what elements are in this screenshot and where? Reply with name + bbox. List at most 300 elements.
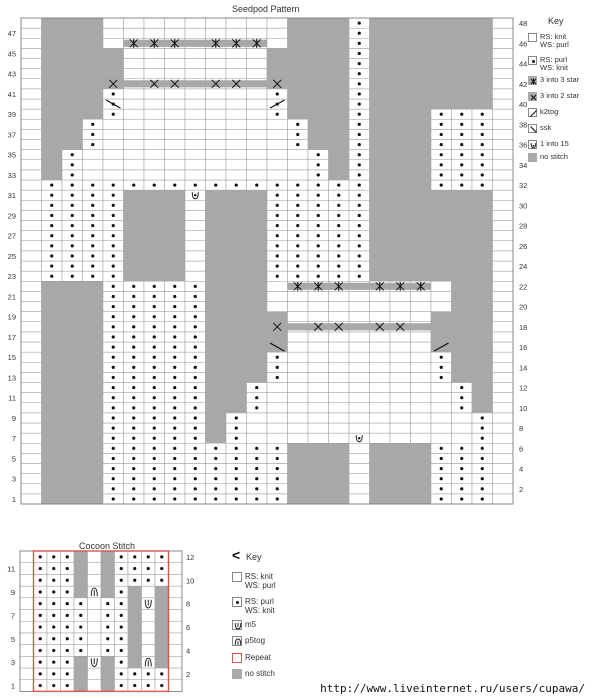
purl-dot [337,244,340,247]
purl-dot [194,467,197,470]
seedpod-cell [472,38,493,48]
purl-dot [440,477,443,480]
purl-dot [296,264,299,267]
seedpod-cell [329,302,350,312]
seedpod-cell [390,180,411,190]
seedpod-cell [452,221,473,231]
cocoon-cell [74,680,88,692]
purl-dot [194,183,197,186]
purl-dot [66,579,69,582]
purl-dot [276,477,279,480]
purl-dot [120,661,123,664]
purl-dot [460,163,463,166]
seedpod-cell [83,494,104,504]
purl-dot [112,467,115,470]
seedpod-cell [267,393,288,403]
purl-dot [160,567,163,570]
seedpod-cell [21,180,42,190]
purl-dot [255,457,258,460]
seedpod-cell [370,312,391,322]
seedpod-cell [226,352,247,362]
seedpod-cell [411,484,432,494]
seedpod-cell [226,200,247,210]
seedpod-cell [247,99,268,109]
purl-dot [71,275,74,278]
purl-dot [296,214,299,217]
seedpod-cell [144,129,165,139]
seedpod-cell [472,362,493,372]
seedpod-cell [472,342,493,352]
seedpod-cell [62,302,83,312]
purl-dot [71,153,74,156]
seedpod-cell [411,261,432,271]
seedpod-cell [349,494,370,504]
purl-dot [194,335,197,338]
purl-dot [52,649,55,652]
purl-dot [71,224,74,227]
purl-dot [112,366,115,369]
seedpod-cell [452,342,473,352]
seedpod-cell [308,352,329,362]
seedpod-cell [165,271,186,281]
one-into-fifteen-icon [528,140,537,149]
seedpod-cell [493,474,514,484]
seedpod-cell [390,271,411,281]
row-number-right: 20 [519,302,528,312]
cocoon-cell [169,668,183,680]
seedpod-cell [370,393,391,403]
seedpod-cell [431,99,452,109]
purl-dot [91,204,94,207]
seedpod-cell [165,160,186,170]
seedpod-cell [308,453,329,463]
purl-dot [120,637,123,640]
purl-dot [460,143,463,146]
seedpod-cell [472,302,493,312]
three-into-two-star-icon [528,92,537,101]
seedpod-cell [411,28,432,38]
ssk-icon [528,124,537,133]
seedpod-cell [83,69,104,79]
seedpod-cell [21,403,42,413]
purl-dot [153,447,156,450]
one-into-fifteen-dot [194,194,196,196]
watermark-url: http://www.liveinternet.ru/users/cupawa/ [320,682,585,695]
seedpod-cell [144,69,165,79]
seedpod-cell [329,89,350,99]
seedpod-cell [247,261,268,271]
purl-dot [440,163,443,166]
seedpod-cell [21,79,42,89]
seedpod-cell [288,484,309,494]
purl-dot [337,224,340,227]
seedpod-cell [21,413,42,423]
seedpod-cell [42,48,63,58]
seedpod-cell [21,200,42,210]
seedpod-cell [124,271,145,281]
seedpod-cell [42,129,63,139]
purl-dot [276,194,279,197]
seedpod-cell [247,231,268,241]
seedpod-cell [42,423,63,433]
seedpod-cell [493,464,514,474]
seedpod-cell [165,241,186,251]
row-number-left: 11 [8,393,16,403]
seedpod-cell [103,160,124,170]
seedpod-cell [165,109,186,119]
purl-dot [358,143,361,146]
seedpod-cell [124,99,145,109]
seedpod-cell [185,59,206,69]
seedpod-cell [431,281,452,291]
seedpod-cell [411,99,432,109]
seedpod-cell [21,352,42,362]
row-number-right: 44 [519,59,528,69]
purl-dot [235,183,238,186]
cocoon-cell [101,586,115,598]
seedpod-cell [349,332,370,342]
seedpod-cell [42,413,63,423]
seedpod-cell [493,423,514,433]
seedpod-cell [83,281,104,291]
purl-dot [460,447,463,450]
seedpod-cell [493,180,514,190]
purl-dot [39,672,42,675]
purl-dot [337,264,340,267]
seedpod-cell [452,38,473,48]
purl-dot [194,437,197,440]
purl-dot [440,113,443,116]
seedpod-cell [493,291,514,301]
seedpod-cell [42,170,63,180]
seedpod-cell [42,281,63,291]
purl-dot [440,457,443,460]
seedpod-cell [83,48,104,58]
seedpod-cell [452,423,473,433]
seedpod-cell [472,231,493,241]
seedpod-cell [329,413,350,423]
purl-dot [317,214,320,217]
seedpod-cell [185,261,206,271]
purl-dot [481,426,484,429]
seedpod-cell [431,210,452,220]
seedpod-cell [267,59,288,69]
seedpod-cell [103,150,124,160]
cocoon-cell [74,656,88,668]
seedpod-cell [390,403,411,413]
seedpod-cell [390,342,411,352]
purl-dot [358,173,361,176]
purl-dot [173,447,176,450]
seedpod-cell [144,190,165,200]
purl-dot [358,275,361,278]
purl-dot [112,234,115,237]
seedpod-cell [493,160,514,170]
purl-dot [276,467,279,470]
purl-dot [296,123,299,126]
seedpod-cell [411,342,432,352]
purl-dot [481,487,484,490]
purl-dot [481,183,484,186]
purl-dot [358,194,361,197]
purl-dot [276,244,279,247]
seedpod-cell [329,403,350,413]
seedpod-cell [493,362,514,372]
seedpod-cell [493,484,514,494]
seedpod-cell [431,38,452,48]
seedpod-cell [42,362,63,372]
purl-dot [39,579,42,582]
seedpod-cell [288,332,309,342]
seedpod-cell [42,89,63,99]
seedpod-cell [411,129,432,139]
seedpod-key-3into3 [528,76,579,85]
seedpod-cell [308,28,329,38]
purl-dot [132,477,135,480]
cocoon-title: Cocoon Stitch [79,541,136,551]
purl-dot [358,42,361,45]
purl-dot [153,315,156,318]
key-label: no stitch [540,152,568,161]
cocoon-cell [169,563,183,575]
seedpod-cell [308,464,329,474]
seedpod-cell [144,241,165,251]
row-number-right: 28 [519,221,528,231]
purl-dot [235,497,238,500]
seedpod-cell [83,403,104,413]
purl-dot [296,204,299,207]
purl-dot [112,416,115,419]
cocoon-cell [128,633,142,645]
cocoon-cell [128,598,142,610]
seedpod-cell [411,494,432,504]
seedpod-cell [349,464,370,474]
seedpod-cell [124,18,145,28]
purl-dot [358,32,361,35]
purl-dot [50,254,53,257]
seedpod-cell [308,484,329,494]
seedpod-cell [390,484,411,494]
seedpod-cell [144,200,165,210]
purl-dot [276,224,279,227]
purl-dot [358,254,361,257]
seedpod-cell [83,383,104,393]
purl-dot [153,437,156,440]
purl-dot [39,661,42,664]
seedpod-cell [370,464,391,474]
seedpod-cell [267,291,288,301]
seedpod-cell [288,383,309,393]
seedpod-cell [247,291,268,301]
cocoon-cell [128,656,142,668]
purl-dot [460,133,463,136]
purl-dot [317,275,320,278]
seedpod-cell [288,79,309,89]
purl-dot [440,467,443,470]
seedpod-cell [308,48,329,58]
seedpod-cell [452,433,473,443]
seedpod-cell [390,261,411,271]
seedpod-cell [226,48,247,58]
seedpod-cell [42,302,63,312]
seedpod-cell [83,484,104,494]
seedpod-cell [247,160,268,170]
purl-dot [337,254,340,257]
seedpod-cell [124,200,145,210]
cocoon-cell [142,610,156,622]
seedpod-cell [308,413,329,423]
seedpod-cell [370,291,391,301]
purl-dot [235,477,238,480]
seedpod-cell [226,89,247,99]
seedpod-cell [411,413,432,423]
seedpod-cell [452,352,473,362]
row-number-right: 18 [519,322,528,332]
purl-dot [153,426,156,429]
seedpod-cell [165,251,186,261]
seedpod-cell [226,322,247,332]
seedpod-cell [21,291,42,301]
seedpod-cell [288,372,309,382]
seedpod-cell [308,291,329,301]
purl-dot [91,264,94,267]
purl-dot [132,487,135,490]
seedpod-cell [493,372,514,382]
seedpod-cell [21,332,42,342]
purl-dot [39,590,42,593]
seedpod-cell [42,312,63,322]
seedpod-cell [206,403,227,413]
purl-dot [71,183,74,186]
seedpod-cell [83,18,104,28]
seedpod-cell [144,99,165,109]
purl-dot [460,153,463,156]
seedpod-cell [329,109,350,119]
seedpod-cell [226,190,247,200]
purl-dot [112,264,115,267]
seedpod-cell [62,423,83,433]
seedpod-cell [21,210,42,220]
row-number-right: 34 [519,160,528,170]
cocoon-cell [128,610,142,622]
seedpod-cell [493,129,514,139]
purl-dot [276,447,279,450]
seedpod-cell [431,28,452,38]
row-number-left: 29 [7,211,16,221]
seedpod-cell [185,231,206,241]
seedpod-cell [431,302,452,312]
purl-dot [173,487,176,490]
star-band [124,40,268,47]
seedpod-cell [206,352,227,362]
seedpod-cell [206,190,227,200]
cocoon-row-number-right: 8 [186,599,191,609]
purl-dot [481,467,484,470]
seedpod-cell [493,241,514,251]
seedpod-cell [62,79,83,89]
seedpod-key-1into15 [528,140,569,149]
purl-dot [91,183,94,186]
seedpod-cell [288,312,309,322]
purl-dot [235,437,238,440]
purl-dot [133,579,136,582]
seedpod-cell [62,59,83,69]
cocoon-row-number-right: 2 [186,669,191,679]
purl-dot [132,396,135,399]
seedpod-cell [390,443,411,453]
seedpod-cell [83,393,104,403]
seedpod-cell [390,69,411,79]
purl-dot-icon [528,56,537,65]
cocoon-cell [74,551,88,563]
seedpod-cell [411,312,432,322]
seedpod-key-k2tog [528,108,558,117]
seedpod-cell [493,494,514,504]
seedpod-cell [21,150,42,160]
seedpod-cell [83,352,104,362]
seedpod-cell [431,190,452,200]
seedpod-cell [411,383,432,393]
seedpod-cell [206,129,227,139]
seedpod-cell [390,79,411,89]
seedpod-cell [247,322,268,332]
seedpod-cell [390,231,411,241]
purl-dot [153,386,156,389]
seedpod-cell [103,38,124,48]
seedpod-cell [144,109,165,119]
purl-dot [194,497,197,500]
cocoon-cell [155,610,169,622]
seedpod-cell [83,79,104,89]
row-number-right: 16 [519,343,528,353]
seedpod-cell [247,200,268,210]
seedpod-cell [247,89,268,99]
seedpod-cell [21,393,42,403]
seedpod-cell [329,464,350,474]
row-number-right: 26 [519,241,528,251]
seedpod-cell [411,170,432,180]
seedpod-cell [165,221,186,231]
purl-dot [39,649,42,652]
key-label: p5tog [245,636,266,645]
purl-dot [276,234,279,237]
purl-dot [358,264,361,267]
seedpod-cell [165,119,186,129]
purl-dot [71,204,74,207]
seedpod-cell [308,140,329,150]
seedpod-cell [411,291,432,301]
seedpod-cell [144,59,165,69]
purl-dot [296,244,299,247]
seedpod-key-purl [528,56,568,72]
cocoon-cell [20,656,34,668]
seedpod-cell [247,28,268,38]
purl-dot [50,244,53,247]
purl-dot [50,234,53,237]
purl-dot [276,457,279,460]
seedpod-cell [247,59,268,69]
seedpod-cell [185,210,206,220]
purl-dot [317,244,320,247]
purl-dot [120,625,123,628]
seedpod-cell [206,281,227,291]
seedpod-cell [185,150,206,160]
purl-dot [120,684,123,687]
cocoon-cell [142,645,156,657]
purl-dot [194,315,197,318]
seedpod-cell [247,342,268,352]
purl-dot [317,173,320,176]
